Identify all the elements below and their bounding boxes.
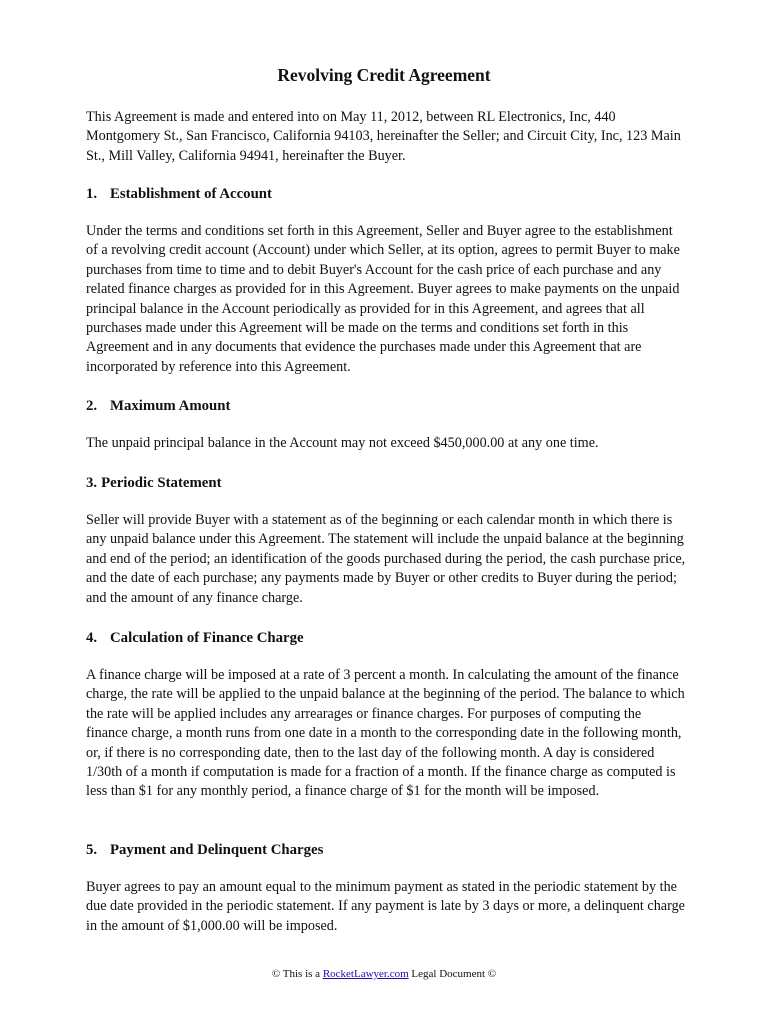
section-heading-maximum-amount [86,396,686,416]
section-body-establishment: Under the terms and conditions set forth in this Agreement, Seller and Buyer agree to the establishment of a revolving credit account (Account) under which Seller, at its option, agrees to permit Buyer to make purchases from time to time and to debit Buyer's Account for the cash price of each purchase and any related finance charges as provided for in this Agreement. Buyer agrees to make payments on the unpaid principal balance in the Account periodically as provided for in this Agreement, and agrees that all purchases made under this Agreement will be made on the terms and conditions set forth in this Agreement and in any documents that evidence the purchases made under this Agreement that are incorporated by reference into this Agreement. [86,223,680,375]
section-title: Payment and Delinquent Charges [110,842,324,858]
section-number: 5. [86,842,98,858]
footer-prefix: © This is a [271,968,323,980]
document-title: Revolving Credit Agreement [277,65,491,85]
section-body-payment-delinquent: Buyer agrees to pay an amount equal to the minimum payment as stated in the periodic statement by the due date provided in the periodic statement. If any payment is late by 3 days or more, a delinquent charge in the amount of $1,000.00 will be imposed. [86,879,685,934]
document-footer [0,967,768,981]
section-number: 3. [86,475,98,491]
section-title: Calculation of Finance Charge [110,630,304,646]
rocketlawyer-link[interactable]: RocketLawyer.com [322,968,409,980]
section-title: Establishment of Account [110,186,272,202]
footer-suffix: Legal Document © [408,968,497,980]
section-number: 2. [86,398,98,414]
section-heading-finance-charge [86,628,686,648]
intro-paragraph: This Agreement is made and entered into on May 11, 2012, between RL Electronics, Inc, 440 Montgomery St., San Francisco, California 94103, hereinafter the Seller; and Circuit City, Inc, 123 Main St., Mill Valley, California 94941, hereinafter the Buyer. [86,109,681,164]
section-body-maximum-amount: The unpaid principal balance in the Account may not exceed $450,000.00 at any one time. [86,435,599,451]
section-title: Periodic Statement [101,475,222,491]
section-body-finance-charge: A finance charge will be imposed at a rate of 3 percent a month. In calculating the amount of the finance charge, the rate will be applied to the unpaid balance at the beginning of the period. The balance to which the rate will be applied includes any arrearages or finance charges. For purposes of computing the finance charge, a month runs from one date in a month to the corresponding date in the following month, or, if there is no corresponding date, then to the last day of the following month. A day is considered 1/30th of a month if computation is made for a fraction of a month. If the finance charge as computed is less than $1 for any monthly period, a finance charge of $1 for the month will be imposed. [86,667,685,800]
section-body-periodic-statement: Seller will provide Buyer with a statement as of the beginning or each calendar month in which there is any unpaid balance under this Agreement. The statement will include the unpaid balance at the beginning and end of the period; an identification of the goods purchased during the period, the cash purchase price, and the date of each purchase; any payments made by Buyer or other credits to Buyer during the period; and the amount of any finance charge. [86,512,686,606]
section-number: 4. [86,630,98,646]
section-number: 1. [86,186,98,202]
section-heading-periodic-statement [86,473,686,493]
section-heading-payment-delinquent [86,840,686,860]
section-heading-establishment [86,184,686,204]
section-title: Maximum Amount [110,398,231,414]
